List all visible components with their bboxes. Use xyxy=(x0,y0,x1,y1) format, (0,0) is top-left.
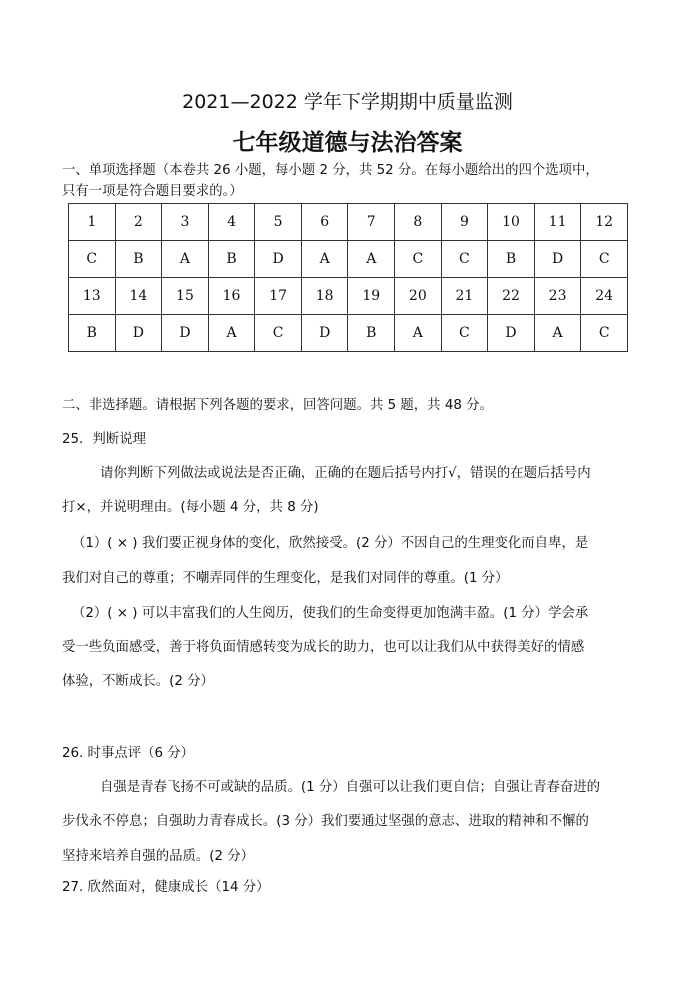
q25-answer2-line1: （2）( × ) 可以丰富我们的人生阅历，使我们的生命变得更加饱满丰盈。(1 分）学会承 xyxy=(72,606,589,621)
question-number-cell: 7 xyxy=(348,204,395,241)
question-number-cell: 17 xyxy=(255,278,302,315)
question-number-cell: 3 xyxy=(162,204,209,241)
q25-instruction-line1: 请你判断下列做法或说法是否正确，正确的在题后括号内打√，错误的在题后括号内 xyxy=(100,466,591,481)
answer-cell: D xyxy=(255,241,302,278)
answer-cell: C xyxy=(395,241,442,278)
question-number-cell: 8 xyxy=(395,204,442,241)
q27-title: 27. 欣然面对，健康成长（14 分） xyxy=(62,880,270,895)
answer-cell: B xyxy=(208,241,255,278)
q26-line3: 坚持来培养自强的品质。(2 分） xyxy=(62,849,255,864)
answer-cell: A xyxy=(395,315,442,352)
answer-table-row xyxy=(69,315,628,352)
answer-cell: C xyxy=(581,315,628,352)
question-number-cell: 4 xyxy=(208,204,255,241)
answer-cell: C xyxy=(441,315,488,352)
question-number-cell: 18 xyxy=(301,278,348,315)
answer-cell: D xyxy=(115,315,162,352)
q26-title: 26. 时事点评（6 分） xyxy=(62,746,195,761)
question-number-cell: 14 xyxy=(115,278,162,315)
answer-cell: D xyxy=(534,241,581,278)
question-number-cell: 21 xyxy=(441,278,488,315)
q25-answer1-line1: （1）( × ) 我们要正视身体的变化，欣然接受。(2 分）不因自己的生理变化而自卑，是 xyxy=(72,536,589,551)
answer-cell: B xyxy=(348,315,395,352)
q26-line2: 步伐永不停息；自强助力青春成长。(3 分）我们要通过坚强的意志、进取的精神和不懈的 xyxy=(62,814,589,829)
answer-cell: A xyxy=(208,315,255,352)
answer-table xyxy=(68,203,628,352)
section2-heading: 二、非选择题。请根据下列各题的要求，回答问题。共 5 题，共 48 分。 xyxy=(62,398,493,413)
exam-title: 2021—2022 学年下学期期中质量监测 xyxy=(182,91,513,113)
answer-cell: B xyxy=(488,241,535,278)
answer-cell: B xyxy=(69,315,116,352)
question-number-cell: 19 xyxy=(348,278,395,315)
answer-cell: A xyxy=(348,241,395,278)
answer-cell: C xyxy=(581,241,628,278)
section1-heading-line2: 只有一项是符合题目要求的。） xyxy=(62,184,243,199)
answer-cell: C xyxy=(441,241,488,278)
section1-heading xyxy=(62,160,637,202)
q25-instruction-line2: 打×，并说明理由。(每小题 4 分，共 8 分) xyxy=(62,500,319,515)
q25-answer2-line3: 体验，不断成长。(2 分） xyxy=(62,674,214,689)
question-number-cell: 9 xyxy=(441,204,488,241)
question-number-cell: 13 xyxy=(69,278,116,315)
q26-line1: 自强是青春飞扬不可或缺的品质。(1 分）自强可以让我们更自信；自强让青春奋进的 xyxy=(100,780,601,795)
question-number-cell: 15 xyxy=(162,278,209,315)
q25-answer1-line2: 我们对自己的尊重；不嘲弄同伴的生理变化，是我们对同伴的尊重。(1 分） xyxy=(62,571,509,586)
question-number-cell: 12 xyxy=(581,204,628,241)
answer-cell: D xyxy=(488,315,535,352)
answer-cell: B xyxy=(115,241,162,278)
subject-title: 七年级道德与法治答案 xyxy=(232,130,463,156)
answer-table-row xyxy=(69,278,628,315)
question-number-cell: 23 xyxy=(534,278,581,315)
answer-cell: D xyxy=(162,315,209,352)
answer-cell: D xyxy=(301,315,348,352)
answer-cell: A xyxy=(162,241,209,278)
question-number-cell: 22 xyxy=(488,278,535,315)
answer-cell: A xyxy=(534,315,581,352)
answer-table-row xyxy=(69,241,628,278)
answer-cell: C xyxy=(69,241,116,278)
question-number-cell: 16 xyxy=(208,278,255,315)
question-number-cell: 24 xyxy=(581,278,628,315)
section1-heading-line1: 一、单项选择题（本卷共 26 小题，每小题 2 分，共 52 分。在每小题给出的四个选项中， xyxy=(62,163,599,178)
answer-cell: A xyxy=(301,241,348,278)
question-number-cell: 20 xyxy=(395,278,442,315)
answer-table-row xyxy=(69,204,628,241)
question-number-cell: 6 xyxy=(301,204,348,241)
q25-title: 25．判断说理 xyxy=(62,432,146,447)
question-number-cell: 10 xyxy=(488,204,535,241)
q25-answer2-line2: 受一些负面感受，善于将负面情感转变为成长的助力，也可以让我们从中获得美好的情感 xyxy=(62,640,585,655)
question-number-cell: 1 xyxy=(69,204,116,241)
question-number-cell: 5 xyxy=(255,204,302,241)
answer-cell: C xyxy=(255,315,302,352)
question-number-cell: 2 xyxy=(115,204,162,241)
question-number-cell: 11 xyxy=(534,204,581,241)
